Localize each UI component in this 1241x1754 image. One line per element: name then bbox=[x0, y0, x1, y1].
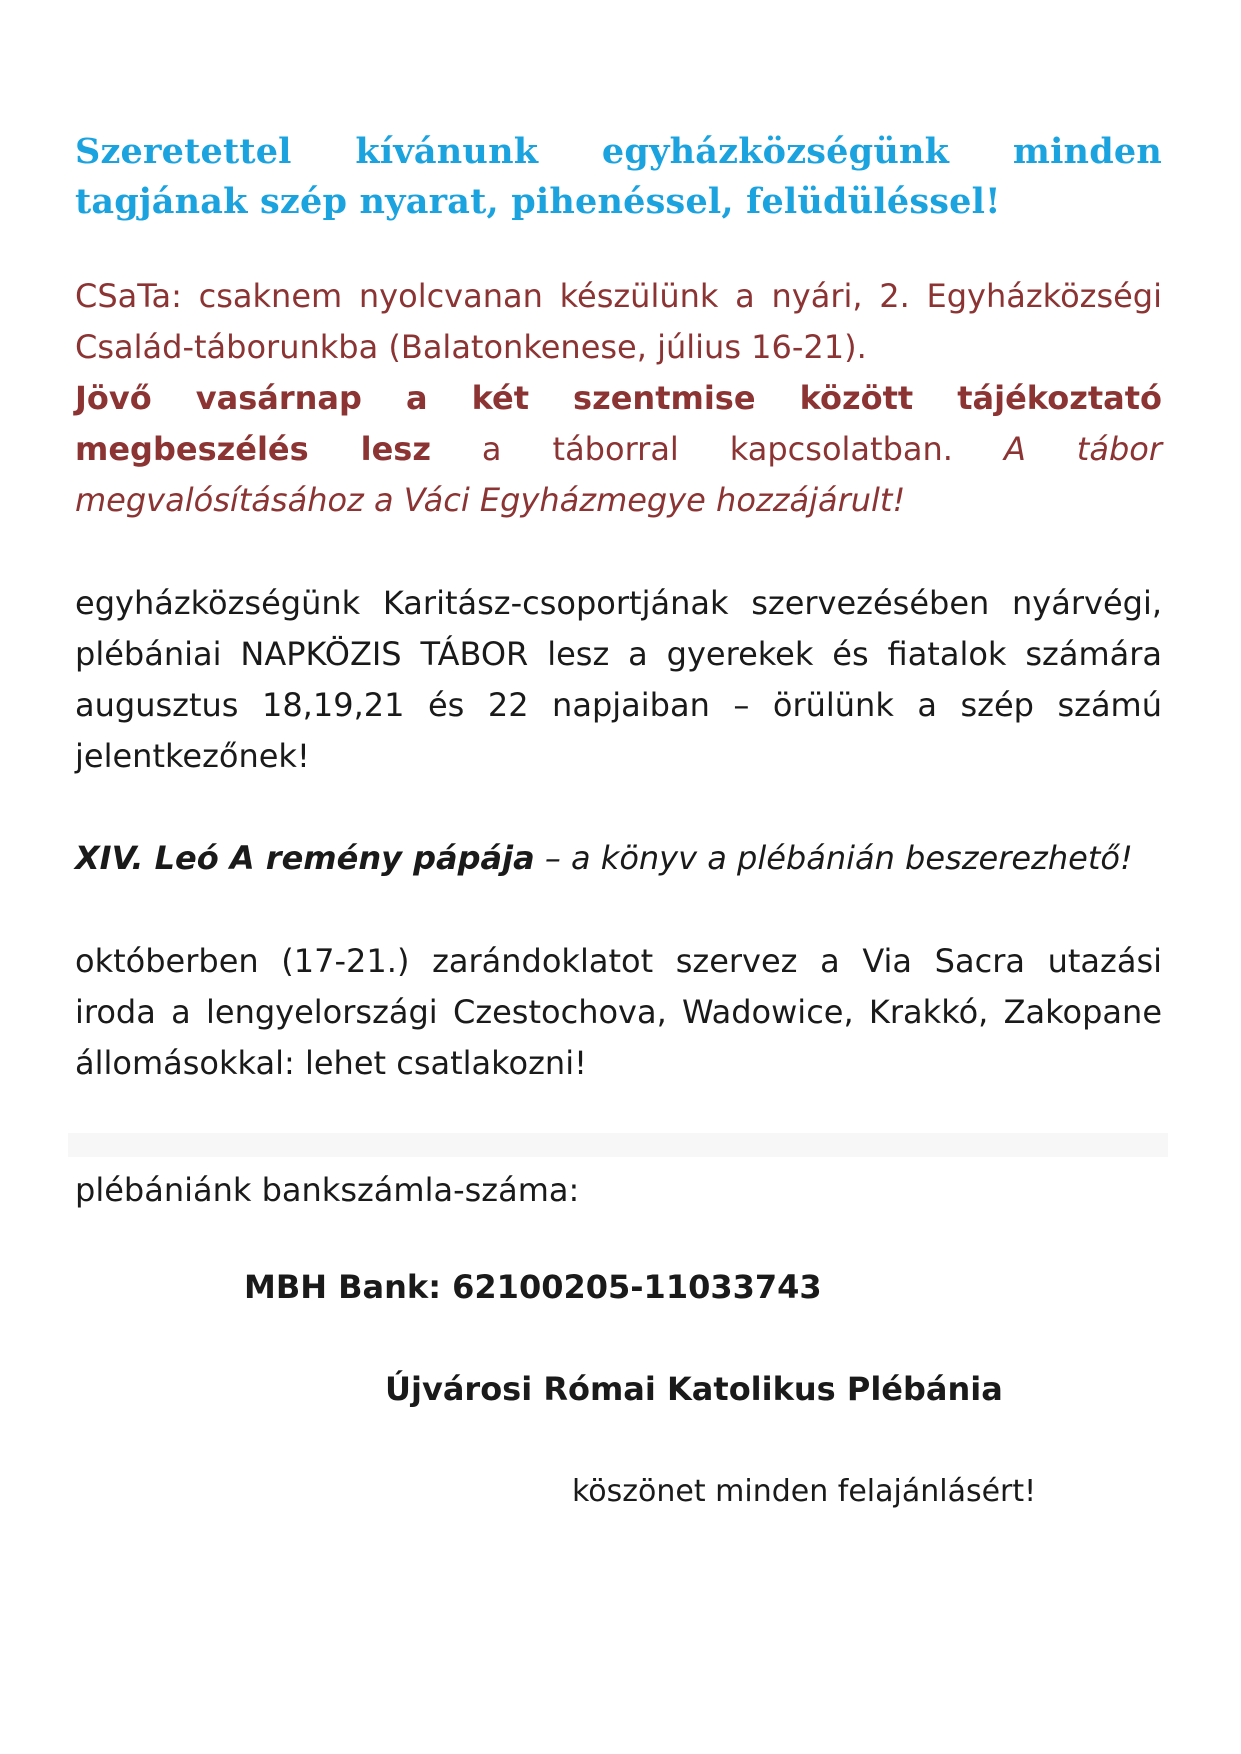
greeting-text: Szeretettel kívánunk egyházközségünk minden tagjának szép nyarat, pihenéssel, felüdüléssel! bbox=[75, 131, 1162, 222]
karitasz-text: egyházközségünk Karitász-csoportjának szervezésében nyárvégi, plébániai NAPKÖZIS TÁBOR lesz a gyerekek és fiatalok számára augusztus 18,19,21 és 22 napjaiban – örülünk a szép számú jelentkezőnek! bbox=[75, 584, 1162, 775]
book-line bbox=[75, 833, 1162, 884]
csata-meeting bbox=[75, 373, 1162, 526]
bank-label-text: plébániánk bankszámla-száma: bbox=[75, 1171, 580, 1209]
bank-label bbox=[75, 1165, 1162, 1216]
book-rest: – a könyv a plébánián beszerezhető! bbox=[534, 839, 1133, 877]
csata-announcement bbox=[75, 271, 1162, 526]
thanks-note: köszönet minden felajánlásért! bbox=[572, 1474, 1037, 1509]
bank-account: MBH Bank: 62100205-11033743 bbox=[244, 1268, 822, 1306]
csata-intro: CSaTa: csaknem nyolcvanan készülünk a nyári, 2. Egyházközségi Család-táborunkba (Balatonkenese, július 16-21). bbox=[75, 277, 1162, 366]
greeting-heading bbox=[75, 127, 1162, 227]
book-title: XIV. Leó A remény pápája bbox=[75, 839, 535, 877]
csata-meeting-bold: Jövő vasárnap a két szentmise között tájékoztató megbeszélés lesz bbox=[75, 379, 1162, 468]
pilgrimage-announcement bbox=[75, 936, 1162, 1089]
book-announcement bbox=[75, 833, 1162, 884]
pilgrimage-text: októberben (17-21.) zarándoklatot szervez a Via Sacra utazási iroda a lengyelországi Czestochova, Wadowice, Krakkó, Zakopane állomásokkal: lehet csatlakozni! bbox=[75, 942, 1162, 1082]
karitasz-announcement bbox=[75, 578, 1162, 782]
csata-meeting-italic: A tábor megvalósításához a Váci Egyházmegye hozzájárult! bbox=[75, 430, 1163, 519]
section-divider bbox=[68, 1133, 1168, 1157]
csata-meeting-regular: a táborral kapcsolatban. bbox=[430, 430, 1004, 468]
account-holder: Újvárosi Római Katolikus Plébánia bbox=[385, 1370, 1003, 1408]
